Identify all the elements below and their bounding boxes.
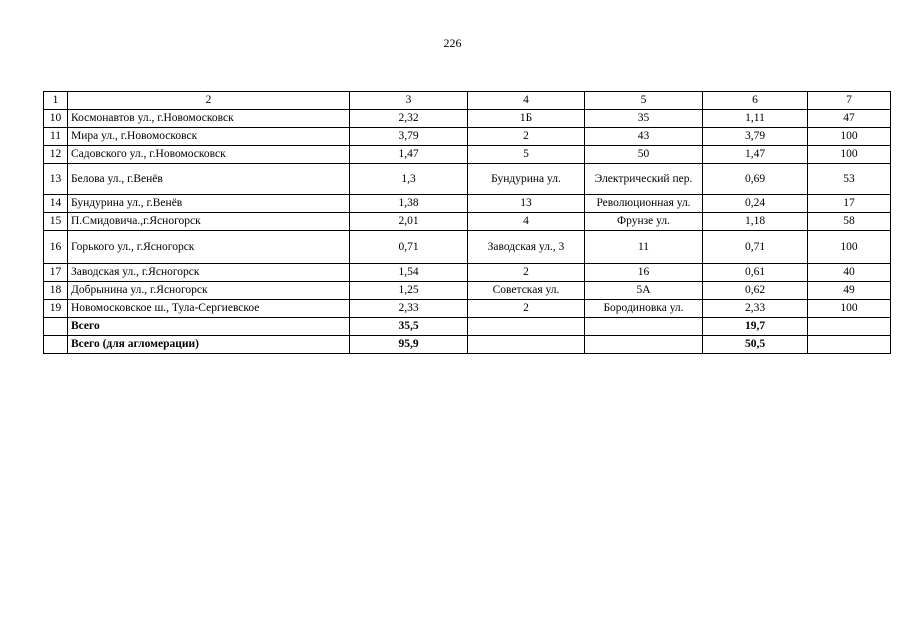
value-col-6: 0,24	[703, 195, 808, 213]
empty-cell	[808, 318, 891, 336]
street-name: П.Смидовича.,г.Ясногорск	[68, 213, 350, 231]
empty-cell	[585, 318, 703, 336]
value-col-7: 17	[808, 195, 891, 213]
value-col-5: Электрический пер.	[585, 164, 703, 195]
table-row	[44, 110, 891, 128]
street-name: Белова ул., г.Венёв	[68, 164, 350, 195]
value-col-4: 5	[468, 146, 585, 164]
value-col-5: Фрунзе ул.	[585, 213, 703, 231]
total-label: Всего	[68, 318, 350, 336]
value-col-5: 50	[585, 146, 703, 164]
value-col-7: 100	[808, 146, 891, 164]
value-col-4: 2	[468, 300, 585, 318]
total-agglomeration-label: Всего (для агломерации)	[68, 336, 350, 354]
value-col-4: Заводская ул., 3	[468, 231, 585, 264]
value-col-7: 53	[808, 164, 891, 195]
street-name: Добрынина ул., г.Ясногорск	[68, 282, 350, 300]
value-col-5: 43	[585, 128, 703, 146]
street-name: Мира ул., г.Новомосковск	[68, 128, 350, 146]
value-col-6: 1,47	[703, 146, 808, 164]
street-name: Космонавтов ул., г.Новомосковск	[68, 110, 350, 128]
value-col-4: 4	[468, 213, 585, 231]
row-number: 18	[44, 282, 68, 300]
total-agglomeration-row	[44, 336, 891, 354]
empty-cell	[468, 318, 585, 336]
value-col-3: 3,79	[350, 128, 468, 146]
value-col-7: 49	[808, 282, 891, 300]
value-col-4: 2	[468, 264, 585, 282]
street-name: Заводская ул., г.Ясногорск	[68, 264, 350, 282]
header-cell-7: 7	[808, 92, 891, 110]
value-col-3: 1,38	[350, 195, 468, 213]
value-col-6: 3,79	[703, 128, 808, 146]
value-col-6: 2,33	[703, 300, 808, 318]
value-col-3: 2,01	[350, 213, 468, 231]
value-col-4: 13	[468, 195, 585, 213]
value-col-4: 1Б	[468, 110, 585, 128]
page-number: 226	[443, 36, 462, 50]
total-agglomeration-value-col-6: 50,5	[703, 336, 808, 354]
value-col-7: 47	[808, 110, 891, 128]
table-row	[44, 195, 891, 213]
total-value-col-6: 19,7	[703, 318, 808, 336]
value-col-5: 11	[585, 231, 703, 264]
street-name: Новомосковское ш., Тула-Сергиевское	[68, 300, 350, 318]
header-cell-5: 5	[585, 92, 703, 110]
street-name: Садовского ул., г.Новомосковск	[68, 146, 350, 164]
value-col-7: 100	[808, 300, 891, 318]
header-row	[44, 92, 891, 110]
empty-cell	[44, 318, 68, 336]
value-col-6: 0,71	[703, 231, 808, 264]
value-col-7: 58	[808, 213, 891, 231]
value-col-3: 1,3	[350, 164, 468, 195]
value-col-5: Бородиновка ул.	[585, 300, 703, 318]
value-col-3: 2,33	[350, 300, 468, 318]
value-col-3: 2,32	[350, 110, 468, 128]
value-col-3: 1,47	[350, 146, 468, 164]
total-value-col-3: 35,5	[350, 318, 468, 336]
value-col-5: Революционная ул.	[585, 195, 703, 213]
value-col-6: 0,62	[703, 282, 808, 300]
row-number: 12	[44, 146, 68, 164]
value-col-4: 2	[468, 128, 585, 146]
street-name: Горького ул., г.Ясногорск	[68, 231, 350, 264]
value-col-3: 1,25	[350, 282, 468, 300]
value-col-3: 1,54	[350, 264, 468, 282]
row-number: 13	[44, 164, 68, 195]
value-col-6: 1,18	[703, 213, 808, 231]
value-col-6: 0,69	[703, 164, 808, 195]
row-number: 14	[44, 195, 68, 213]
value-col-7: 100	[808, 231, 891, 264]
row-number: 10	[44, 110, 68, 128]
total-row	[44, 318, 891, 336]
value-col-7: 100	[808, 128, 891, 146]
data-table	[43, 91, 891, 354]
table-row	[44, 282, 891, 300]
row-number: 11	[44, 128, 68, 146]
header-cell-2: 2	[68, 92, 350, 110]
value-col-5: 16	[585, 264, 703, 282]
row-number: 16	[44, 231, 68, 264]
row-number: 15	[44, 213, 68, 231]
value-col-7: 40	[808, 264, 891, 282]
empty-cell	[44, 336, 68, 354]
header-cell-4: 4	[468, 92, 585, 110]
table-row	[44, 300, 891, 318]
empty-cell	[808, 336, 891, 354]
table-row	[44, 164, 891, 195]
value-col-3: 0,71	[350, 231, 468, 264]
table-row	[44, 213, 891, 231]
value-col-4: Советская ул.	[468, 282, 585, 300]
value-col-5: 5А	[585, 282, 703, 300]
street-name: Бундурина ул., г.Венёв	[68, 195, 350, 213]
header-cell-1: 1	[44, 92, 68, 110]
table-row	[44, 146, 891, 164]
value-col-4: Бундурина ул.	[468, 164, 585, 195]
table-row	[44, 231, 891, 264]
table-row	[44, 264, 891, 282]
value-col-5: 35	[585, 110, 703, 128]
value-col-6: 0,61	[703, 264, 808, 282]
empty-cell	[585, 336, 703, 354]
table-row	[44, 128, 891, 146]
header-cell-6: 6	[703, 92, 808, 110]
header-cell-3: 3	[350, 92, 468, 110]
total-agglomeration-value-col-3: 95,9	[350, 336, 468, 354]
row-number: 17	[44, 264, 68, 282]
row-number: 19	[44, 300, 68, 318]
empty-cell	[468, 336, 585, 354]
value-col-6: 1,11	[703, 110, 808, 128]
